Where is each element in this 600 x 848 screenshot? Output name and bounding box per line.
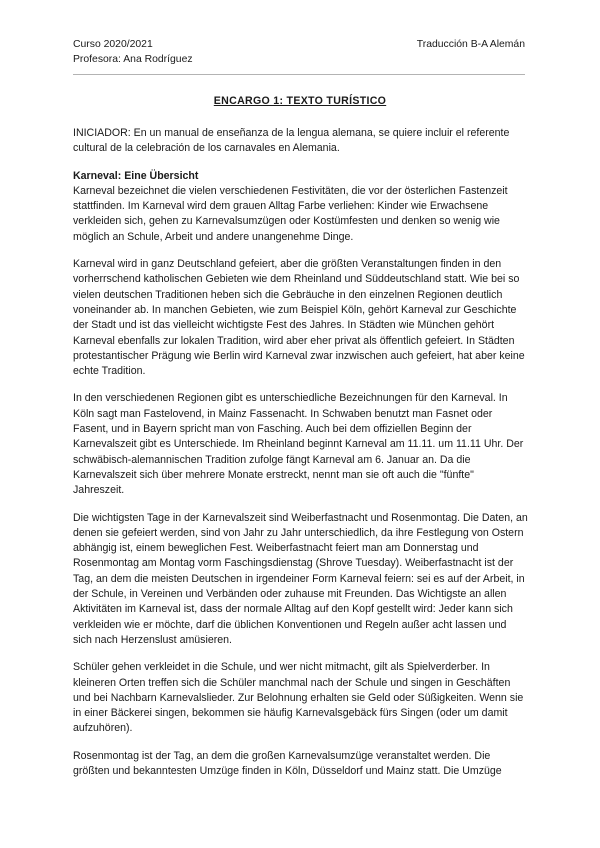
course-label: Curso 2020/2021 <box>73 39 153 50</box>
header-divider <box>73 74 525 75</box>
subject-label: Traducción B-A Alemán <box>416 39 525 50</box>
paragraph: Karneval wird in ganz Deutschland gefeiert, aber die größten Veranstaltungen finden in den vorherrschend katholischen Gebieten wie dem Rheinland und Süddeutschland statt. Wie bei so vielen deutschen Traditionen heben sich die Gebräuche in den einzelnen Regionen deutlich voneinander ab. In manchen Gebieten, wie zum Beispiel Köln, gehört Karneval zur Geschichte der Stadt und ist das vielleicht wichtigste Fest des Jahres. In Städten wie München gehört Karneval ebenfalls zur lokalen Tradition, wird aber eher privat als öffentlich gefeiert. In Städten protestantischer Prägung wie Berlin wird Karneval zwar inzwischen auch gefeiert, hat aber keine echte Tradition. <box>73 258 525 378</box>
section-heading: Karneval: Eine Übersicht <box>73 169 199 182</box>
paragraph: Karneval bezeichnet die vielen verschiedenen Festivitäten, die vor der österlichen Fastenzeit stattfinden. Im Karneval wird dem grauen Alltag Farbe verliehen: Kinder wie Erwachsene verkleiden sich, gehen zu Karnevalsumzügen oder Kostümfesten und denken so wenig wie möglich an Schule, Arbeit und andere unangenehme Dinge. <box>73 184 508 243</box>
paragraph: Rosenmontag ist der Tag, an dem die großen Karnevalsumzüge veranstaltet werden. Die größten und bekanntesten Umzüge finden in Köln, Düsseldorf und Mainz statt. Die Umzüge <box>73 749 502 777</box>
page-header <box>73 37 525 67</box>
document-body <box>73 126 528 791</box>
paragraph: In den verschiedenen Regionen gibt es unterschiedliche Bezeichnungen für den Karneval. In Köln sagt man Fastelovend, in Mainz Fassenacht. In Schwaben benutzt man Fasnet oder Fasent, und in Bayern spricht man von Fasching. Auch bei dem offiziellen Beginn der Karnevalszeit gibt es Unterschiede. Im Rheinland beginnt Karneval am 11.11. um 11.11 Uhr. Der schwäbisch-alemannischen Tradition zufolge fängt Karneval am 6. Januar an. Da die Karnevalszeit sich über mehrere Monate erstreckt, nennt man sie oft auch die "fünfte" Jahreszeit. <box>73 392 524 497</box>
teacher-label: Profesora: Ana Rodríguez <box>73 54 193 65</box>
paragraph: Die wichtigsten Tage in der Karnevalszeit sind Weiberfastnacht und Rosenmontag. Die Daten, an denen sie gefeiert werden, sind von Jahr zu Jahr unterschiedlich, da ihre Festlegung von Ostern abhängig ist, einem beweglichen Fest. Weiberfastnacht feiert man am Donnerstag und Rosenmontag am Montag vorm Faschingsdienstag (Shrove Tuesday). Weiberfastnacht ist der Tag, an dem die meisten Deutschen in irgendeiner Form Karneval feiern: sei es auf der Arbeit, in der Schule, in Vereinen und Verbänden oder zuhause mit Freunden. Das Wichtigste an allen Aktivitäten im Karneval ist, dass der normale Alltag auf den Kopf gestellt wird: Jeder kann sich verkleiden wie er möchte, darf die üblichen Konventionen und Regeln außer acht lassen und sich nach Herzenslust amüsieren. <box>73 511 528 646</box>
document-title: ENCARGO 1: TEXTO TURÍSTICO <box>213 95 387 107</box>
paragraph: Schüler gehen verkleidet in die Schule, und wer nicht mitmacht, gilt als Spielverderber. In kleineren Orten treffen sich die Schüler manchmal nach der Schule und singen in Geschäften und bei Nachbarn Karnevalslieder. Zur Belohnung erhalten sie Geld oder Süßigkeiten. Wenn sie in einer Bäckerei singen, bekommen sie häufig Karnevalsgebäck fürs Singen (oder um damit aufzuhören). <box>73 661 524 735</box>
intro-paragraph: INICIADOR: En un manual de enseñanza de la lengua alemana, se quiere incluir el referente cultural de la celebración de los carnavales en Alemania. <box>73 127 510 155</box>
